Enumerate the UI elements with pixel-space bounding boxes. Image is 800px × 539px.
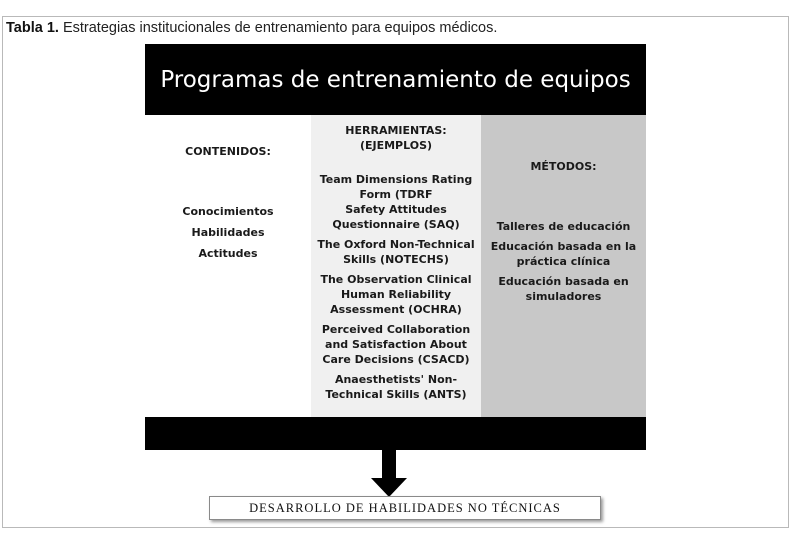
- caption-text: Estrategias institucionales de entrenamiento para equipos médicos.: [58, 20, 498, 36]
- contenido-item: Conocimientos: [182, 205, 274, 218]
- metodos-heading: MÉTODOS:: [530, 160, 597, 173]
- method-item: Educación basada en simuladores: [498, 275, 629, 303]
- tool-item: Safety Attitudes Questionnaire (SAQ): [332, 203, 460, 231]
- banner-title: Programas de entrenamiento de equipos: [160, 66, 631, 93]
- tool-item: Anaesthetists' Non-Technical Skills (ANTS): [325, 373, 467, 401]
- result-text: DESARROLLO DE HABILIDADES NO TÉCNICAS: [249, 500, 561, 515]
- bottom-bar: [145, 417, 646, 450]
- result-box: [209, 496, 601, 520]
- tool-item: The Oxford Non-Technical Skills (NOTECHS): [317, 238, 475, 266]
- herramientas-column: [311, 115, 481, 417]
- method-item: Educación basada en la práctica clínica: [490, 240, 637, 268]
- caption-label: Tabla 1.: [6, 20, 59, 36]
- tool-item: Team Dimensions Rating Form (TDRF: [319, 173, 473, 201]
- herramientas-heading: HERRAMIENTAS: (EJEMPLOS): [345, 124, 447, 152]
- table-caption: [6, 20, 497, 36]
- method-item: Talleres de educación: [496, 220, 631, 233]
- contenido-item: Actitudes: [198, 247, 258, 260]
- contenido-item: Habilidades: [191, 226, 265, 239]
- contenidos-heading: CONTENIDOS:: [185, 145, 271, 158]
- tool-item: The Observation Clinical Human Reliability Assessment (OCHRA): [320, 273, 472, 316]
- metodos-column: [481, 115, 646, 417]
- contenidos-column: [145, 115, 311, 417]
- down-arrow-icon: [371, 450, 407, 498]
- tool-item: Perceived Collaboration and Satisfaction About Care Decisions (CSACD): [321, 323, 471, 366]
- programs-banner: [145, 44, 646, 115]
